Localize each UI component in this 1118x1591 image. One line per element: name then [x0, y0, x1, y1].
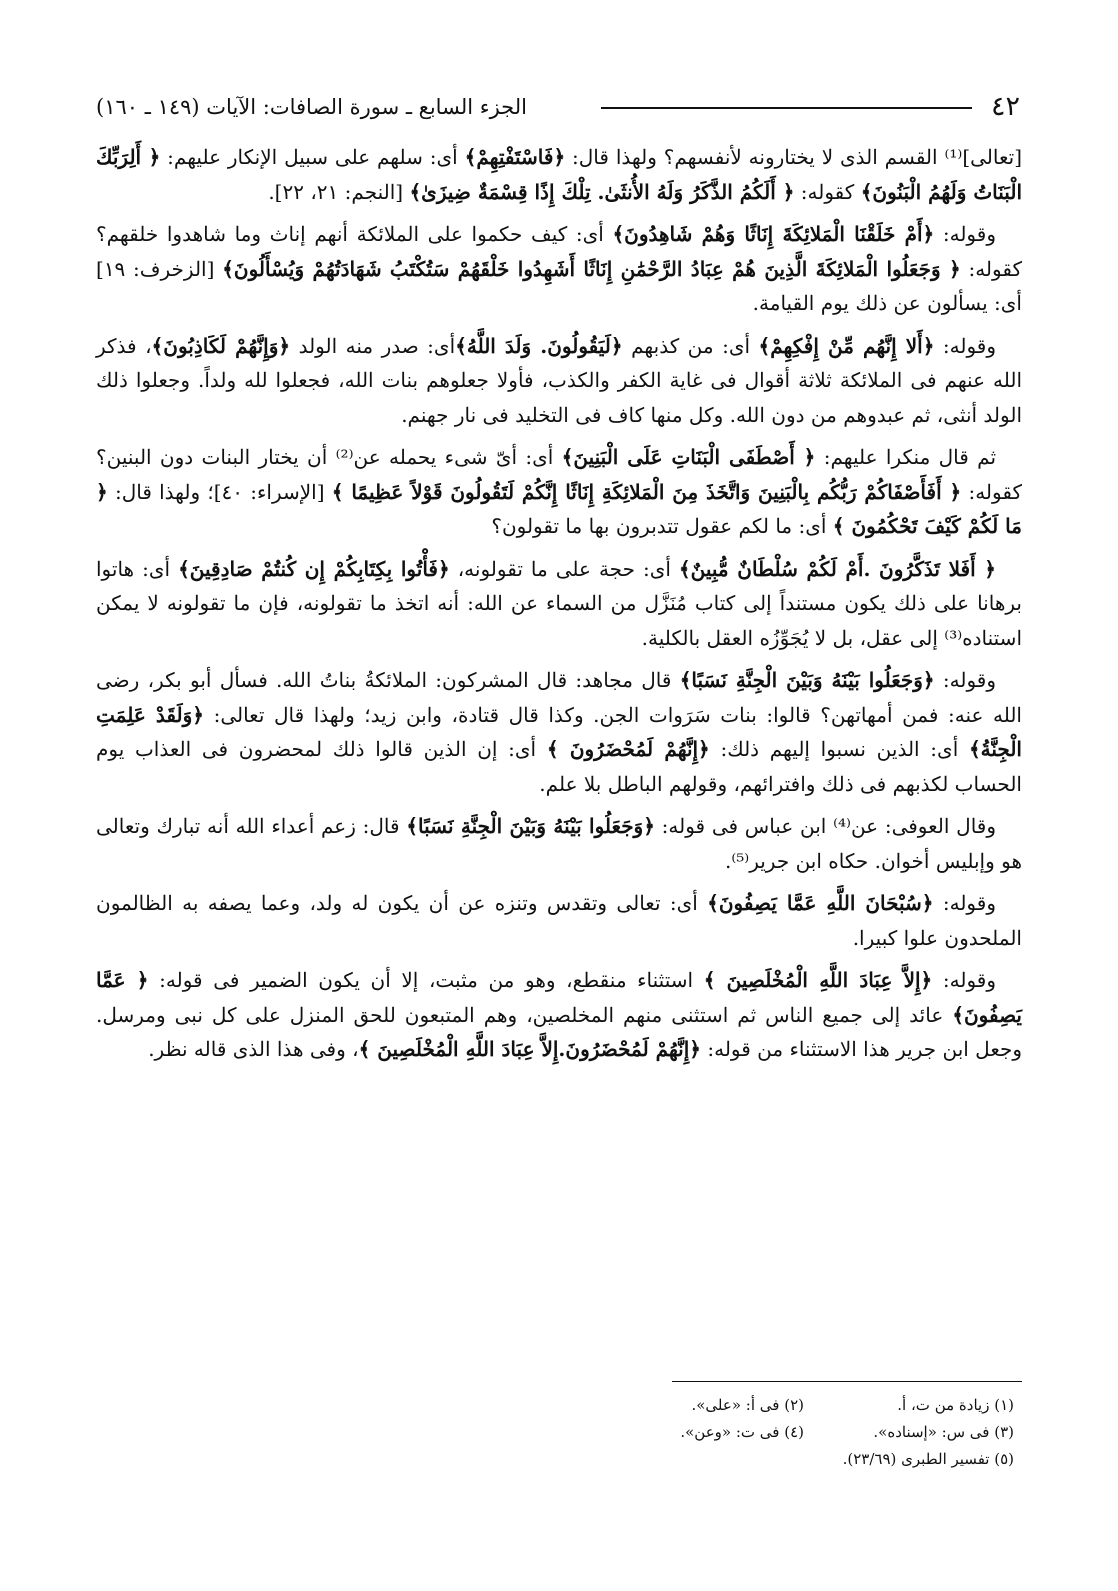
- paragraph: [96, 552, 1022, 656]
- commentary-text: وقوله:: [933, 891, 996, 915]
- quran-quote: ﴿أَلا إِنَّهُم مِّنْ إِفْكِهِمْ﴾: [758, 333, 935, 358]
- quran-quote: ﴿وَجَعَلُوا بَيْنَهُ وَبَيْنَ الْجِنَّةِ نَسَبًا﴾: [406, 814, 655, 838]
- commentary-text: استثناء منقطع، وهو من مثبت، إلا أن يكون الضمير فى قوله:: [148, 968, 704, 992]
- footnote-row: [594, 1446, 1014, 1473]
- tafsir-body-text: [96, 140, 1022, 1075]
- footnote: (٤) فى ت: «وعن».: [680, 1423, 804, 1441]
- commentary-text: عائد إلى جميع الناس ثم استثنى منهم المخلصين، وهم المتبعون للحق المنزل على كل نبى ومرسل. وجعل ابن جرير هذا الاستثناء من قوله:: [96, 1002, 1022, 1061]
- commentary-text: أى: ما لكم عقول تتدبرون بها ما تقولون؟: [491, 514, 833, 538]
- running-title: الجزء السابع ـ سورة الصافات: الآيات (١٤٩ ـ ١٦٠): [96, 95, 527, 119]
- commentary-text: [النجم: ٢١، ٢٢].: [268, 179, 410, 204]
- commentary-text: أى: صدر منه الولد: [290, 333, 456, 358]
- commentary-text: [الإسراء: ٤٠]؛ ولهذا قال:: [107, 479, 332, 504]
- paragraph: [96, 329, 1022, 433]
- quran-quote: ﴿ وَجَعَلُوا الْمَلائِكَةَ الَّذِينَ هُمْ عِبَادُ الرَّحْمَٰنِ إِنَاثًا أَشَهِدُوا خَلْقَهُمْ سَتُكْتَبُ شَهَادَتُهُمْ وَيُسْأَلُونَ﴾: [222, 256, 961, 281]
- commentary-text: ، وفى هذا الذى قاله نظر.: [148, 1037, 359, 1061]
- quran-quote: ﴿إِنَّهُمْ لَمُحْضَرُونَ.إِلاَّ عِبَادَ اللَّهِ الْمُخْلَصِينَ ﴾: [358, 1037, 702, 1061]
- commentary-text: أى: أىّ شىء يحمله عن⁽²⁾ أن يختار البنات دون البنين؟ كقوله:: [96, 445, 1022, 504]
- commentary-text: قال: زعم أعداء الله أنه تبارك وتعالى هو وإبليس أخوان. حكاه ابن جرير⁽⁵⁾.: [96, 814, 1022, 873]
- quran-quote: ﴿وَإِنَّهُمْ لَكَاذِبُونَ﴾: [151, 333, 291, 358]
- commentary-text: أى: تعالى وتقدس وتنزه عن أن يكون له ولد، وعما يصفه به الظالمون الملحدون علوا كبيرا.: [96, 891, 1022, 950]
- footnote: (٥) تفسير الطبرى (٢٣/٦٩).: [842, 1450, 1014, 1468]
- commentary-text: كقوله:: [794, 179, 861, 204]
- footnote: (١) زيادة من ت، أ.: [897, 1396, 1014, 1414]
- quran-quote: ﴿ أَلَكُمُ الذَّكَرُ وَلَهُ الأُنثَىٰ. تِلْكَ إِذًا قِسْمَةٌ ضِيزَىٰ﴾: [409, 179, 795, 204]
- commentary-text: ، فذكر الله عنهم فى الملائكة ثلاثة أقوال فى غاية الكفر والكذب، فأولا جعلوهم بنات الله، فجعلوا لله ولداً. وجعلوا ذلك الولد أنثى، ثم عبدوهم من دون الله. وكل منها كاف فى التخليد فى نار جهنم.: [96, 333, 1022, 427]
- commentary-text: [الزخرف: ١٩] أى: يسألون عن ذلك يوم القيامة.: [96, 256, 1022, 315]
- paragraph: [96, 809, 1022, 878]
- commentary-text: وقوله:: [932, 968, 997, 992]
- page-number: ٤٢: [990, 91, 1020, 122]
- quran-quote: ﴿وَلَقَدْ عَلِمَتِ الْجِنَّةُ﴾: [96, 702, 1022, 761]
- quran-quote: ﴿لَيَقُولُونَ. وَلَدَ اللَّهُ﴾: [455, 333, 623, 358]
- quran-quote: ﴿سُبْحَانَ اللَّهِ عَمَّا يَصِفُونَ﴾: [707, 891, 934, 915]
- footnote-row: [594, 1419, 1014, 1446]
- footnote-row: [594, 1392, 1014, 1419]
- commentary-text: أى: إن الذين قالوا ذلك لمحضرون فى العذاب يوم الحساب لكذبهم فى ذلك وافترائهم، وقولهم الباطل بلا علم.: [96, 737, 1022, 796]
- quran-quote: ﴿ مَا لَكُمْ كَيْفَ تَحْكُمُونَ ﴾: [96, 479, 1022, 538]
- paragraph: [96, 886, 1022, 955]
- commentary-text: قال مجاهد: قال المشركون: الملائكةُ بناتُ الله. فسأل أبو بكر، رضى الله عنه: فمن أمهاتهن؟ قالوا: بنات سَرَوات الجن. وكذا قال قتادة، وابن زيد؛ ولهذا قال تعالى:: [96, 668, 1022, 727]
- paragraph: [96, 663, 1022, 801]
- quran-quote: ﴿ أَفَأَصْفَاكُمْ رَبُّكُم بِالْبَنِينَ وَاتَّخَذَ مِنَ الْمَلائِكَةِ إِنَاثًا إِنَّكُمْ لَتَقُولُونَ قَوْلاً عَظِيمًا ﴾: [331, 479, 962, 504]
- paragraph: [96, 963, 1022, 1067]
- commentary-text: أى: الذين نسبوا إليهم ذلك:: [709, 737, 969, 761]
- commentary-text: وقال العوفى: عن⁽⁴⁾ ابن عباس فى قوله:: [654, 814, 997, 838]
- quran-quote: ﴿ عَمَّا يَصِفُونَ﴾: [96, 968, 1022, 1027]
- commentary-text: [تعالى]⁽¹⁾ القسم الذى لا يختارونه لأنفسهم؟ ولهذا قال:: [565, 145, 1022, 169]
- footnote: (٣) فى س: «إسناده».: [873, 1423, 1014, 1441]
- commentary-text: أى: هاتوا برهانا على ذلك يكون مستنداً إلى كتاب مُنَزَّل من السماء عن الله: أنه اتخذ ما تقولونه، فإن ما تقولونه لا يمكن استناده⁽³⁾ إلى عقل، بل لا يُجَوِّزُه العقل بالكلية.: [96, 556, 1022, 650]
- header-rule: [601, 107, 972, 109]
- footnote: (٢) فى أ: «على».: [691, 1396, 804, 1414]
- quran-quote: ﴿ أَلِرَبِّكَ الْبَنَاتُ وَلَهُمُ الْبَنُونَ﴾: [96, 145, 1022, 204]
- commentary-text: أى: حجة على ما تقولونه،: [449, 556, 679, 581]
- commentary-text: وقوله:: [934, 333, 997, 358]
- paragraph: [96, 140, 1022, 209]
- quran-quote: ﴿فَأْتُوا بِكِتَابِكُمْ إِن كُنتُمْ صَادِقِينَ﴾: [178, 556, 450, 581]
- quran-quote: ﴿وَجَعَلُوا بَيْنَهُ وَبَيْنَ الْجِنَّةِ نَسَبًا﴾: [679, 668, 935, 692]
- commentary-text: أى: كيف حكموا على الملائكة أنهم إناث وما شاهدوا خلقهم؟ كقوله:: [96, 222, 1022, 281]
- paragraph: [96, 217, 1022, 321]
- commentary-text: وقوله:: [934, 668, 997, 692]
- quran-quote: ﴿أَمْ خَلَقْنَا الْمَلائِكَةَ إِنَاثًا وَهُمْ شَاهِدُونَ﴾: [612, 222, 935, 246]
- quran-quote: ﴿ أَفَلا تَذَكَّرُونَ .أَمْ لَكُمْ سُلْطَانٌ مُّبِينٌ﴾: [678, 556, 996, 581]
- page-header: [96, 90, 1020, 124]
- footnotes: [594, 1392, 1014, 1473]
- quran-quote: ﴿ أَصْطَفَى الْبَنَاتِ عَلَى الْبَنِينَ﴾: [561, 445, 816, 469]
- footnote-rule: [672, 1381, 1022, 1382]
- quran-quote: ﴿فَاسْتَفْتِهِمْ﴾: [464, 145, 566, 169]
- quran-quote: ﴿إِنَّهُمْ لَمُحْضَرُونَ ﴾: [546, 737, 710, 761]
- commentary-text: أى: سلهم على سبيل الإنكار عليهم:: [160, 145, 465, 169]
- paragraph: [96, 440, 1022, 544]
- commentary-text: وقوله:: [934, 222, 996, 246]
- commentary-text: ثم قال منكرا عليهم:: [815, 445, 997, 469]
- commentary-text: أى: من كذبهم: [622, 333, 759, 358]
- quran-quote: ﴿إِلاَّ عِبَادَ اللَّهِ الْمُخْلَصِينَ ﴾: [703, 968, 933, 992]
